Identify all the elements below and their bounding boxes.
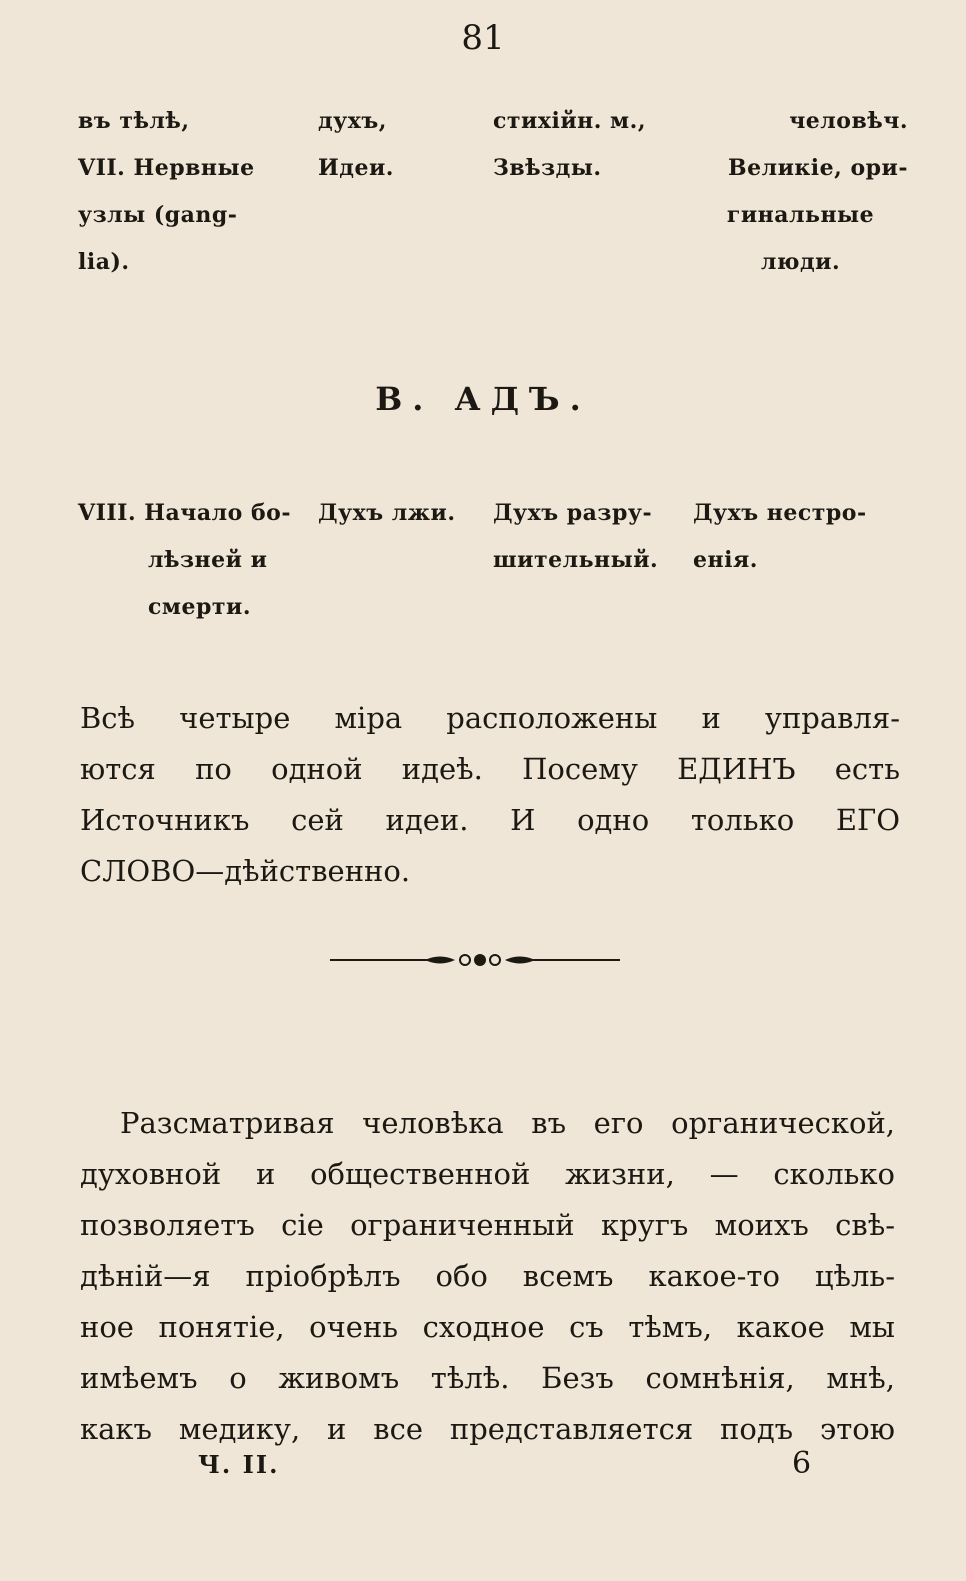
cell-line: смерти. <box>148 594 251 620</box>
cell-line: люди. <box>760 249 841 275</box>
table-cell <box>493 145 708 192</box>
paragraph-observation <box>80 1098 895 1455</box>
cell-line: Духъ лжи. <box>318 500 456 526</box>
cell-line: Великіе, ори- <box>728 155 908 181</box>
cell-line: lia). <box>78 249 130 275</box>
paragraph-four-worlds <box>80 693 900 897</box>
table-cell: духъ, <box>318 108 387 134</box>
table-cell <box>78 490 303 631</box>
table-cell <box>78 145 303 286</box>
cell-line: Звѣзды. <box>493 155 602 181</box>
text-line: какъ медику, и все представляется подъ этою <box>80 1412 895 1446</box>
cell-line: Духъ нестро- <box>693 500 867 526</box>
table-cell: стихійн. м., <box>493 108 646 134</box>
text-line: Разсматривая человѣка въ его органической, <box>120 1106 895 1140</box>
text-line: ются по одной идеѣ. Посему ЕДИНЪ есть <box>80 752 900 786</box>
table-cell <box>693 490 908 584</box>
cell-line: VII. Нервные <box>78 155 255 181</box>
cell-line: VIII. Начало бо- <box>78 500 291 526</box>
table-cell: въ тѣлѣ, <box>78 108 190 134</box>
table-cell <box>318 490 503 537</box>
part-marker: Ч. II. <box>198 1450 280 1479</box>
cell-line: узлы (gang- <box>78 202 238 228</box>
text-line: дѣній—я пріобрѣлъ обо всемъ какое-то цѣль- <box>80 1259 895 1293</box>
text-line: СЛОВО—дѣйственно. <box>80 854 411 888</box>
text-line: духовной и общественной жизни, — сколько <box>80 1157 895 1191</box>
cell-line: Идеи. <box>318 155 394 181</box>
text-line: ное понятіе, очень сходное съ тѣмъ, какое мы <box>80 1310 895 1344</box>
table-cell: человѣч. <box>789 108 908 134</box>
table-cell <box>493 490 708 584</box>
cell-line: енія. <box>693 547 758 573</box>
cell-line: лѣзней и <box>148 547 268 573</box>
table-cell <box>318 145 503 192</box>
text-line: позволяетъ сіе ограниченный кругъ моихъ свѣ- <box>80 1208 895 1242</box>
section-heading: В. АДЪ. <box>375 380 591 418</box>
text-line: Всѣ четыре міра расположены и управля- <box>80 701 900 735</box>
cell-line: шительный. <box>493 547 659 573</box>
text-line: Источникъ сей идеи. И одно только ЕГО <box>80 803 900 837</box>
signature-mark: 6 <box>792 1446 812 1481</box>
cell-line: гинальные <box>726 202 875 228</box>
page-number: 81 <box>461 18 505 58</box>
text-line: имѣемъ о живомъ тѣлѣ. Безъ сомнѣнія, мнѣ, <box>80 1361 895 1395</box>
table-cell <box>693 145 908 286</box>
ornament-divider <box>330 945 630 975</box>
cell-line: Духъ разру- <box>493 500 653 526</box>
